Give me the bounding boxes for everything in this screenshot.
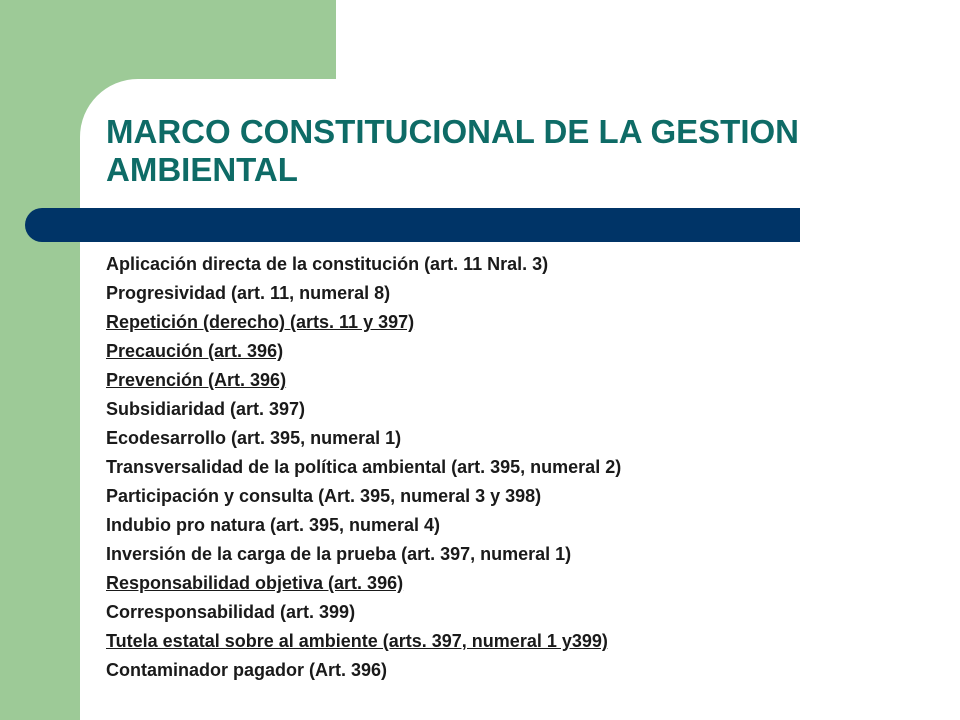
list-item: Corresponsabilidad (art. 399) [106, 602, 356, 622]
list-item: Indubio pro natura (art. 395, numeral 4) [106, 515, 441, 535]
list-item-link[interactable]: Repetición (derecho) (arts. 11 y 397) [106, 312, 415, 332]
list-item: Subsidiaridad (art. 397) [106, 399, 306, 419]
list-item-link[interactable]: Prevención (Art. 396) [106, 370, 287, 390]
list-item: Transversalidad de la política ambiental (art. 395, numeral 2) [106, 457, 622, 477]
list-item-link[interactable]: Precaución (art. 396) [106, 341, 284, 361]
list-item: Progresividad (art. 11, numeral 8) [106, 283, 391, 303]
list-item: Participación y consulta (Art. 395, numeral 3 y 398) [106, 486, 542, 506]
list-item: Inversión de la carga de la prueba (art. 397, numeral 1) [106, 544, 572, 564]
title-divider-bar [25, 208, 800, 242]
list-item: Contaminador pagador (Art. 396) [106, 660, 388, 680]
list-item-link[interactable]: Tutela estatal sobre al ambiente (arts. 397, numeral 1 y399) [106, 631, 608, 651]
slide-title: MARCO CONSTITUCIONAL DE LA GESTION AMBIENTAL [106, 113, 799, 188]
list-item-link[interactable]: Responsabilidad objetiva (art. 396) [106, 573, 404, 593]
list-item: Aplicación directa de la constitución (art. 11 Nral. 3) [106, 254, 549, 274]
principles-list [106, 250, 621, 685]
list-item: Ecodesarrollo (art. 395, numeral 1) [106, 428, 402, 448]
